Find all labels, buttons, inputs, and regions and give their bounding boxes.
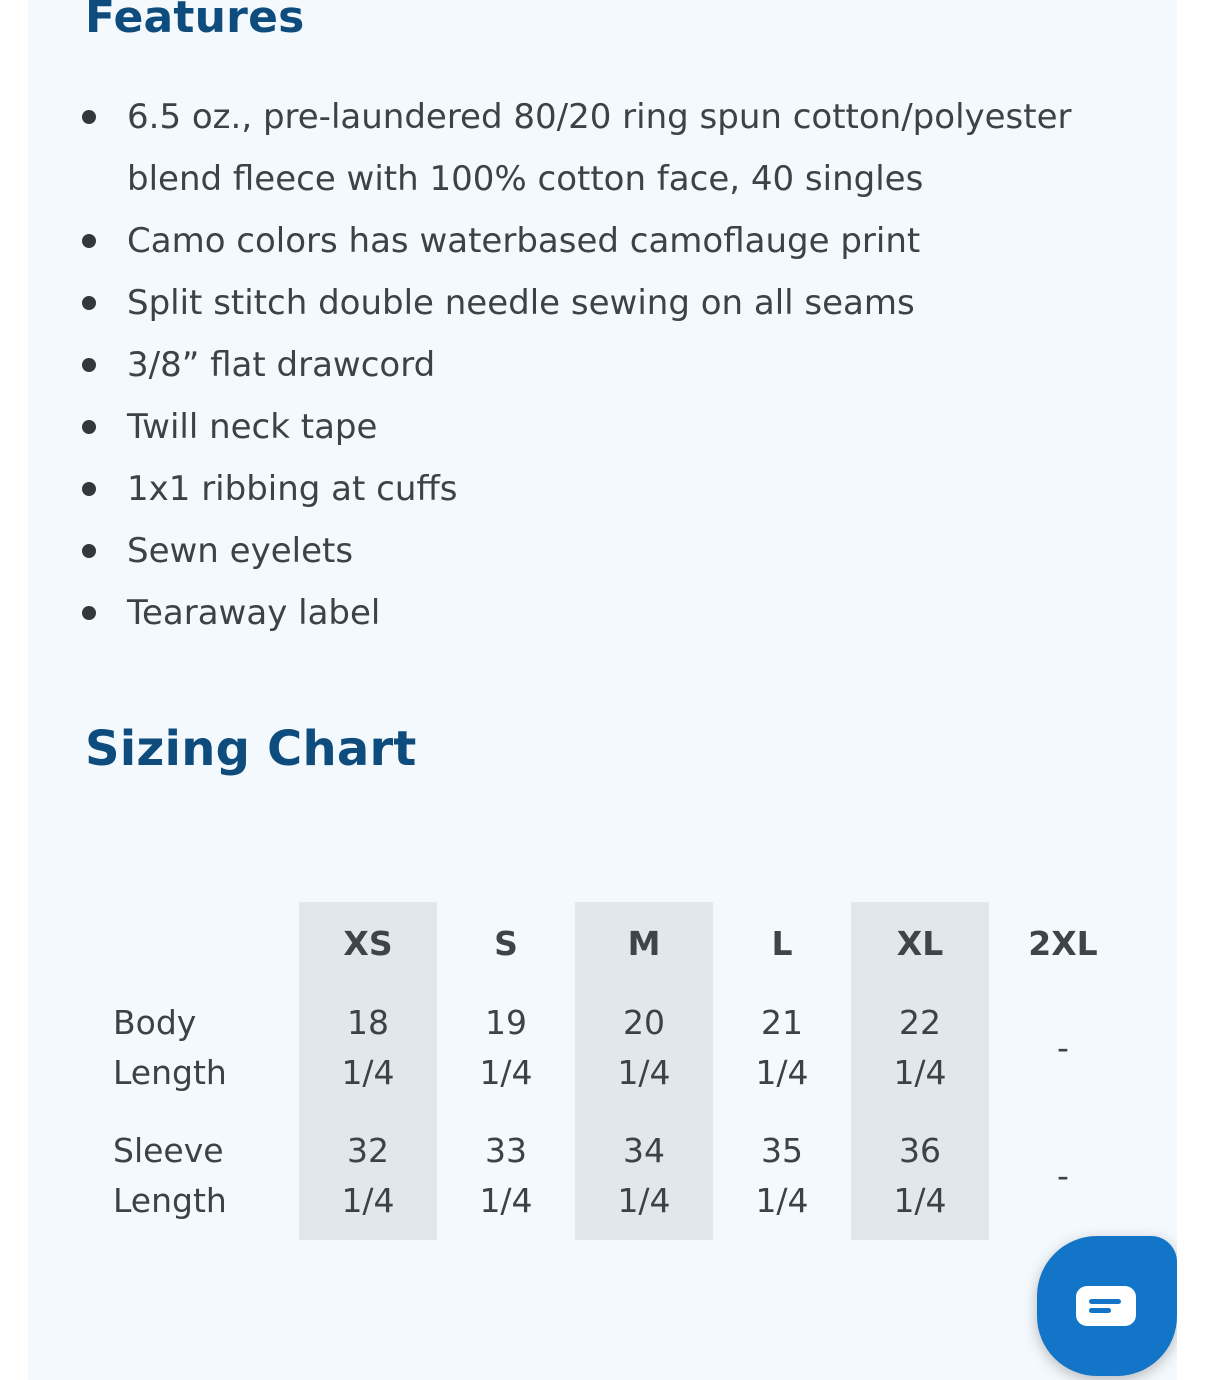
table-cell xyxy=(299,984,437,1112)
feature-text: 1x1 ribbing at cuffs xyxy=(127,469,458,509)
column-header-2xl: 2XL xyxy=(1028,923,1098,963)
table-cell xyxy=(989,984,1137,1112)
feature-text: Camo colors has waterbased camoflauge print xyxy=(127,221,921,261)
column-header-xl: XL xyxy=(851,902,989,984)
feature-text: Split stitch double needle sewing on all seams xyxy=(127,283,915,323)
feature-text: 3/8” flat drawcord xyxy=(127,345,436,385)
cell-value: 18 xyxy=(347,1003,389,1042)
table-cell xyxy=(851,1112,989,1240)
table-cell xyxy=(851,984,989,1112)
cell-fraction: 1/4 xyxy=(479,1053,533,1092)
chat-launcher-button[interactable] xyxy=(1037,1236,1177,1376)
feature-item xyxy=(28,210,1108,272)
table-row xyxy=(97,1112,1137,1240)
bullet-dot-icon xyxy=(82,544,96,558)
bullet-dot-icon xyxy=(82,296,96,310)
column-header-s: S xyxy=(494,923,518,963)
cell-value: 36 xyxy=(899,1131,941,1170)
cell-value: - xyxy=(1057,1156,1069,1195)
table-corner-cell xyxy=(97,902,299,984)
feature-item xyxy=(28,520,1108,582)
cell-fraction: 1/4 xyxy=(617,1181,671,1220)
table-cell xyxy=(713,984,851,1112)
cell-fraction: 1/4 xyxy=(893,1181,947,1220)
sizing-table xyxy=(97,902,1137,1240)
feature-item xyxy=(28,396,1108,458)
cell-value: - xyxy=(1057,1028,1069,1067)
feature-item xyxy=(28,458,1108,520)
cell-value: 33 xyxy=(485,1131,527,1170)
cell-value: 32 xyxy=(347,1131,389,1170)
cell-fraction: 1/4 xyxy=(341,1181,395,1220)
table-row xyxy=(97,984,1137,1112)
cell-value: 21 xyxy=(761,1003,803,1042)
table-header-row xyxy=(97,902,1137,984)
row-label-line: Length xyxy=(113,1053,227,1092)
row-label-sleeve-length xyxy=(97,1112,299,1240)
row-label-body-length xyxy=(97,984,299,1112)
feature-item xyxy=(28,272,1108,334)
cell-fraction: 1/4 xyxy=(755,1053,809,1092)
table-cell xyxy=(437,984,575,1112)
bullet-dot-icon xyxy=(82,110,96,124)
feature-item xyxy=(28,86,1108,210)
column-header-xs: XS xyxy=(299,902,437,984)
bullet-dot-icon xyxy=(82,606,96,620)
cell-value: 22 xyxy=(899,1003,941,1042)
row-label-line: Body xyxy=(113,1003,197,1042)
cell-fraction: 1/4 xyxy=(755,1181,809,1220)
column-header-l: L xyxy=(771,923,793,963)
table-cell xyxy=(989,1112,1137,1240)
product-details-panel xyxy=(28,0,1177,1380)
row-label-line: Sleeve xyxy=(113,1131,224,1170)
cell-fraction: 1/4 xyxy=(617,1053,671,1092)
table-cell xyxy=(575,1112,713,1240)
features-list xyxy=(28,86,1108,644)
table-cell xyxy=(437,1112,575,1240)
cell-value: 20 xyxy=(623,1003,665,1042)
table-cell xyxy=(299,1112,437,1240)
sizing-chart-heading: Sizing Chart xyxy=(85,721,417,777)
bullet-dot-icon xyxy=(82,420,96,434)
features-heading: Features xyxy=(85,0,305,43)
cell-value: 19 xyxy=(485,1003,527,1042)
feature-text: Sewn eyelets xyxy=(127,531,354,571)
cell-value: 35 xyxy=(761,1131,803,1170)
cell-fraction: 1/4 xyxy=(479,1181,533,1220)
row-label-line: Length xyxy=(113,1181,227,1220)
table-cell xyxy=(713,1112,851,1240)
cell-fraction: 1/4 xyxy=(893,1053,947,1092)
cell-value: 34 xyxy=(623,1131,665,1170)
bullet-dot-icon xyxy=(82,358,96,372)
feature-item xyxy=(28,334,1108,396)
table-cell xyxy=(575,984,713,1112)
column-header-m: M xyxy=(575,902,713,984)
feature-text: Tearaway label xyxy=(127,593,381,633)
cell-fraction: 1/4 xyxy=(341,1053,395,1092)
feature-text: 6.5 oz., pre-laundered 80/20 ring spun cotton/polyester blend fleece with 100% cotton face, 40 singles xyxy=(127,97,1072,199)
chat-bubble-icon xyxy=(1076,1286,1136,1326)
feature-item xyxy=(28,582,1108,644)
bullet-dot-icon xyxy=(82,234,96,248)
feature-text: Twill neck tape xyxy=(127,407,378,447)
bullet-dot-icon xyxy=(82,482,96,496)
